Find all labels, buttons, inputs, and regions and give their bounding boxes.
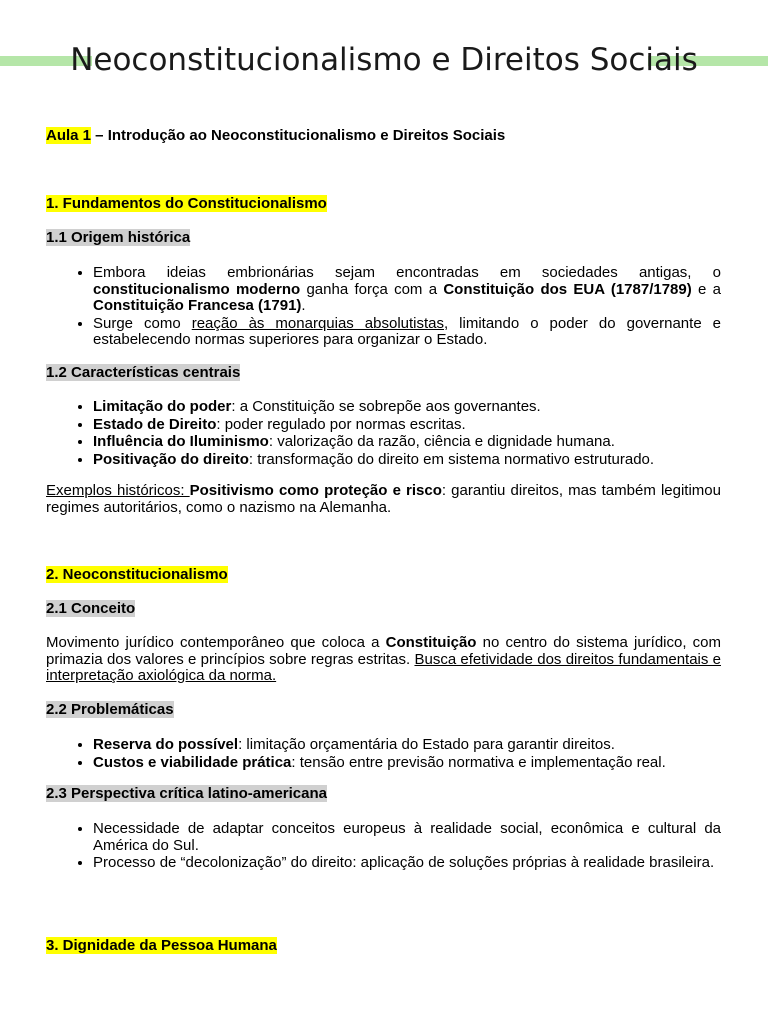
section-2-heading: 2. Neoconstitucionalismo bbox=[46, 566, 228, 583]
section-2-1-heading: 2.1 Conceito bbox=[46, 600, 136, 617]
section-1-1-heading: 1.1 Origem histórica bbox=[46, 229, 191, 246]
section-1-2-heading: 1.2 Características centrais bbox=[46, 364, 241, 381]
list-item: • Estado de Direito: poder regulado por normas escritas. bbox=[93, 416, 721, 434]
section-1-1-list bbox=[46, 264, 721, 349]
list-item: • Custos e viabilidade prática: tensão entre previsão normativa e implementação real. bbox=[93, 754, 721, 772]
section-2-3-heading: 2.3 Perspectiva crítica latino-americana bbox=[46, 785, 327, 802]
document-title: Neoconstitucionalismo e Direitos Sociais bbox=[70, 42, 698, 78]
lesson-subtitle: – Introdução ao Neoconstitucionalismo e Direitos Sociais bbox=[91, 127, 506, 144]
list-item: • Influência do Iluminismo: valorização da razão, ciência e dignidade humana. bbox=[93, 433, 721, 451]
list-item: • Surge como reação às monarquias absolutistas, limitando o poder do governante e estabelecendo normas superiores para organizar o Estado. bbox=[93, 315, 721, 349]
section-2-2-list bbox=[46, 736, 721, 771]
section-2-3-list bbox=[46, 820, 721, 872]
list-item: • Limitação do poder: a Constituição se sobrepõe aos governantes. bbox=[93, 398, 721, 416]
list-item: • Embora ideias embrionárias sejam encontradas em sociedades antigas, o constitucionalismo moderno ganha força com a Constituição dos EUA (1787/1789) e a Constituição Francesa (1791). bbox=[93, 264, 721, 315]
list-item: • Necessidade de adaptar conceitos europeus à realidade social, econômica e cultural da América do Sul. bbox=[93, 820, 721, 854]
section-3-heading: 3. Dignidade da Pessoa Humana bbox=[46, 937, 277, 954]
concept-paragraph: Movimento jurídico contemporâneo que coloca a Constituição no centro do sistema jurídico, com primazia dos valores e princípios sobre regras estritas. Busca efetividade dos direitos fundamentais e interpretação axiológica da norma. bbox=[46, 634, 722, 684]
list-item: • Processo de “decolonização” do direito: aplicação de soluções próprias à realidade brasileira. bbox=[93, 854, 721, 872]
lesson-label: Aula 1 bbox=[46, 127, 92, 144]
historical-examples-paragraph: Exemplos históricos: Positivismo como proteção e risco: garantiu direitos, mas também legitimou regimes autoritários, como o nazismo na Alemanha. bbox=[46, 482, 721, 516]
list-item: • Reserva do possível: limitação orçamentária do Estado para garantir direitos. bbox=[93, 736, 721, 754]
section-1-2-list bbox=[46, 398, 721, 468]
section-1-heading: 1. Fundamentos do Constitucionalismo bbox=[46, 195, 327, 212]
lesson-heading bbox=[46, 128, 721, 145]
list-item: • Positivação do direito: transformação do direito em sistema normativo estruturado. bbox=[93, 451, 721, 469]
section-2-2-heading: 2.2 Problemáticas bbox=[46, 701, 174, 718]
